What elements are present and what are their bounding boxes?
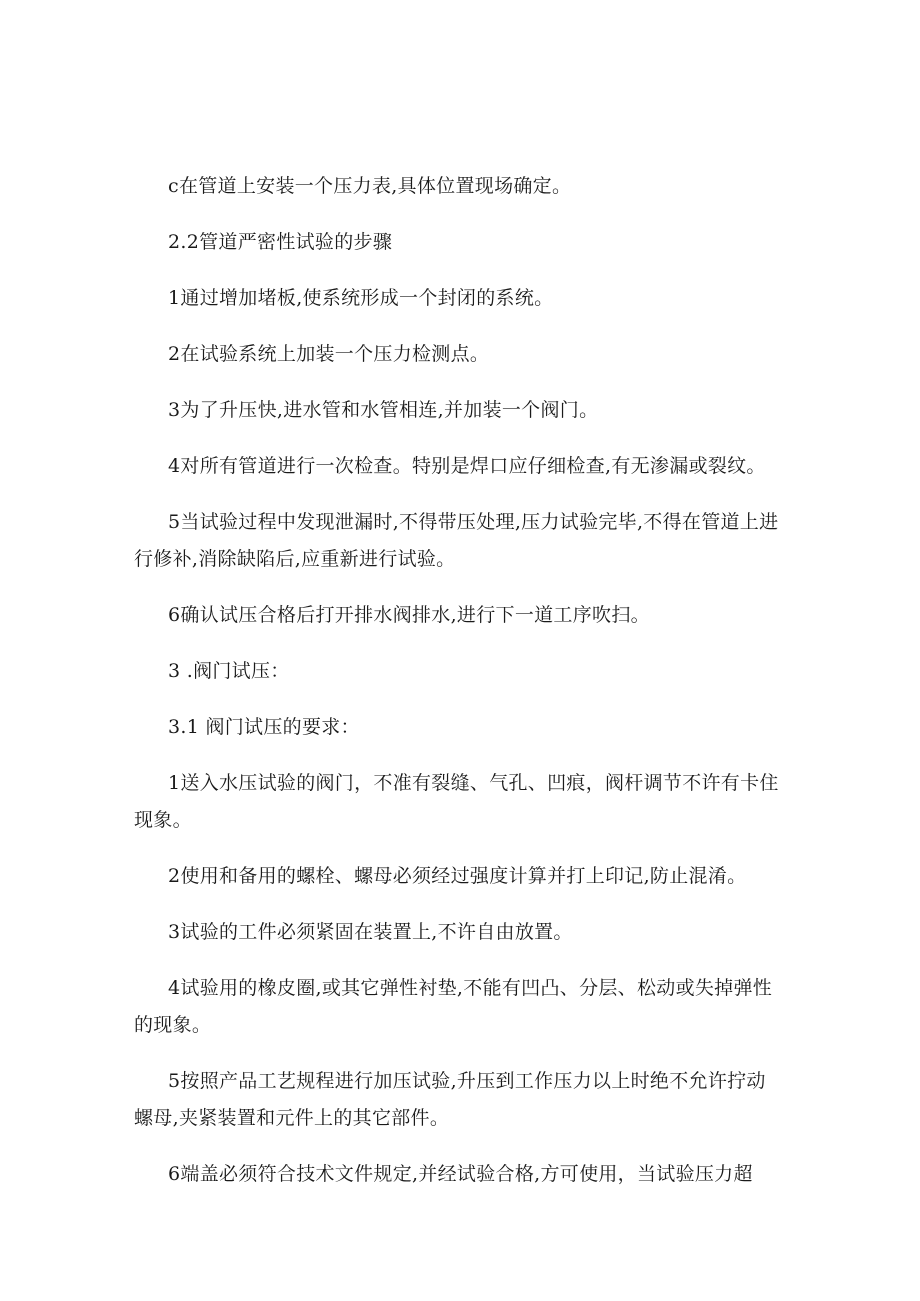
paragraph-requirement-3: 3试验的工件必须紧固在装置上,不许自由放置。 <box>168 921 573 943</box>
paragraph-requirement-1: 1送入水压试验的阀门，不准有裂缝、气孔、凹痕，阀杆调节不许有卡住现象。 <box>134 772 779 831</box>
paragraph-step-4: 4对所有管道进行一次检查。特别是焊口应仔细检查,有无渗漏或裂纹。 <box>168 455 766 477</box>
heading-3-valve-test: 3 .阀门试压： <box>168 660 290 682</box>
paragraph-step-1: 1通过增加堵板,使系统形成一个封闭的系统。 <box>168 287 554 309</box>
document-body <box>134 168 784 1212</box>
paragraph-requirement-5: 5按照产品工艺规程进行加压试验,升压到工作压力以上时绝不允许拧动螺母,夹紧装置和元件上的其它部件。 <box>134 1070 766 1129</box>
paragraph-requirement-4: 4试验用的橡皮圈,或其它弹性衬垫,不能有凹凸、分层、松动或失掉弹性的现象。 <box>134 977 773 1036</box>
heading-2-2-tightness-test-steps: 2.2管道严密性试验的步骤 <box>168 231 393 253</box>
paragraph-requirement-2: 2使用和备用的螺栓、螺母必须经过强度计算并打上印记,防止混淆。 <box>168 865 747 887</box>
paragraph-step-2: 2在试验系统上加装一个压力检测点。 <box>168 343 490 365</box>
paragraph-step-6: 6确认试压合格后打开排水阀排水,进行下一道工序吹扫。 <box>168 604 650 626</box>
paragraph-step-5: 5当试验过程中发现泄漏时,不得带压处理,压力试验完毕,不得在管道上进行修补,消除缺陷后,应重新进行试验。 <box>134 511 779 570</box>
paragraph-requirement-6: 6端盖必须符合技术文件规定,并经试验合格,方可使用，当试验压力超 <box>168 1163 753 1185</box>
paragraph-pressure-gauge: c在管道上安装一个压力表,具体位置现场确定。 <box>168 175 572 197</box>
paragraph-step-3: 3为了升压快,进水管和水管相连,并加装一个阀门。 <box>168 399 599 421</box>
heading-3-1-valve-test-requirements: 3.1 阀门试压的要求： <box>168 716 360 738</box>
